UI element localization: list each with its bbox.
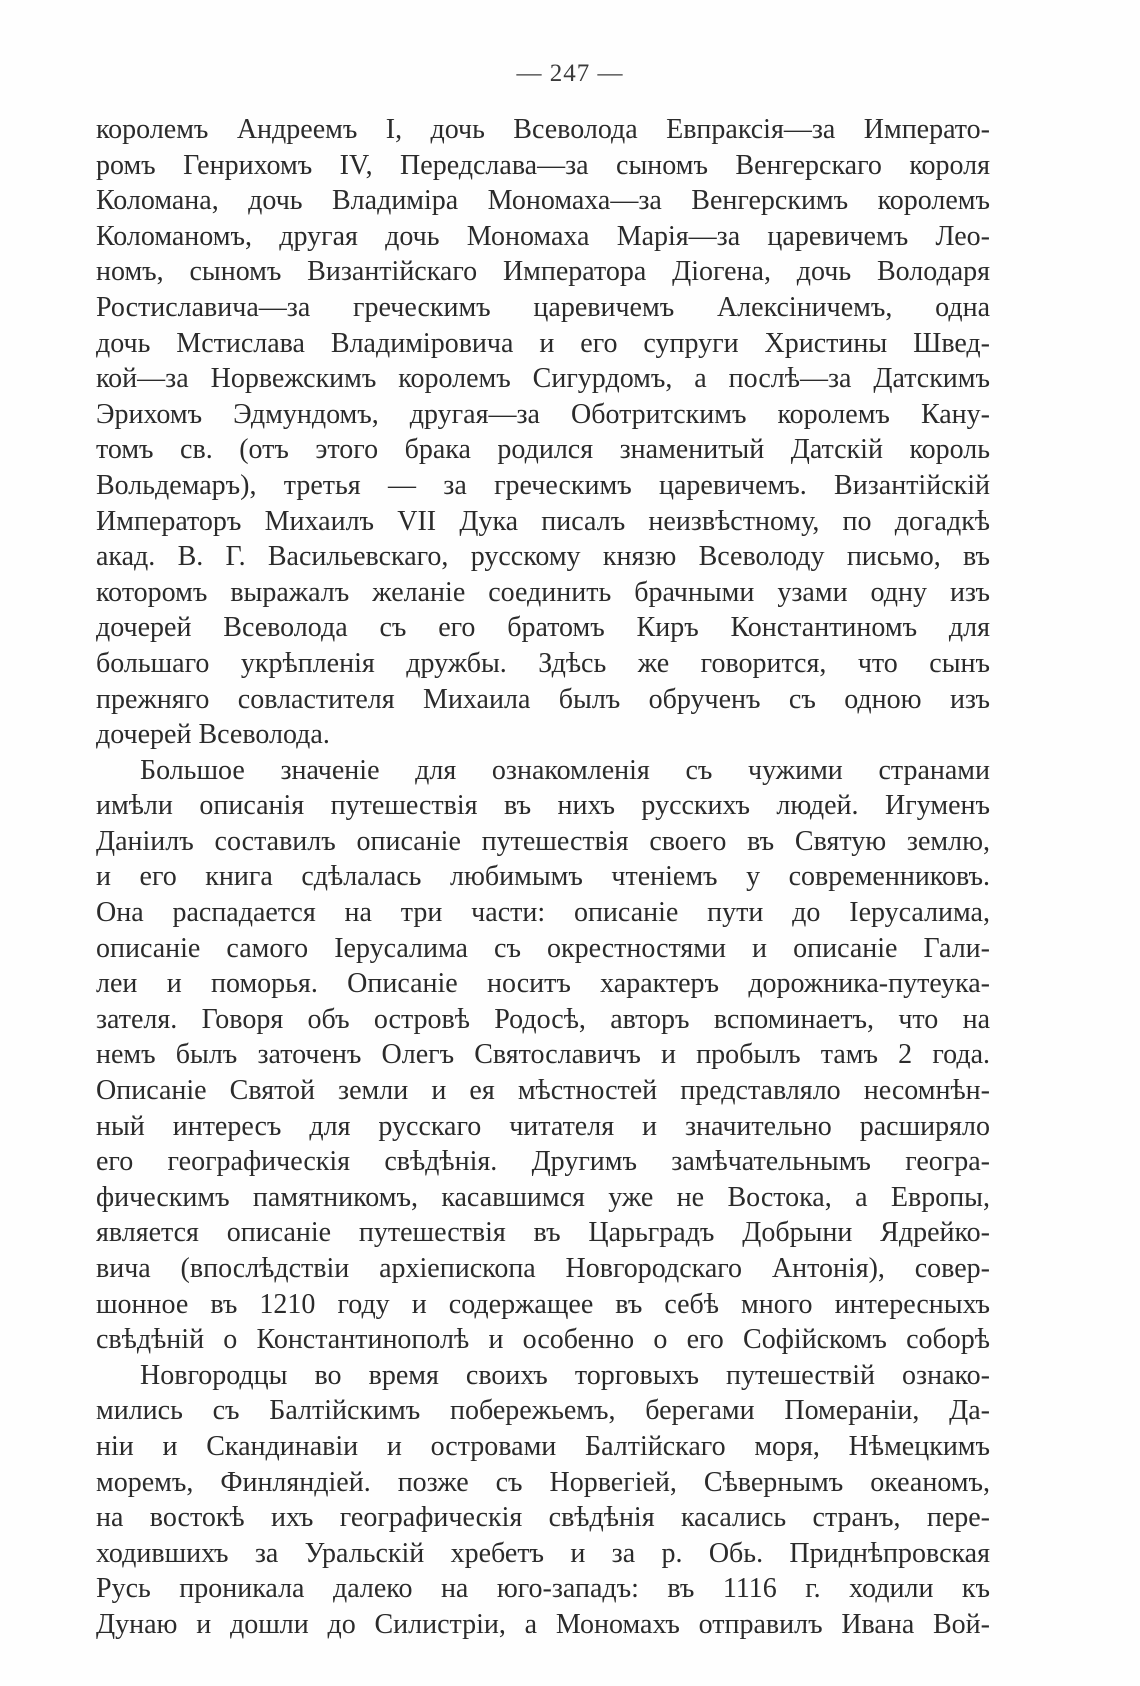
text-line: дочерей Всеволода. [96, 719, 330, 751]
text-line: ходившихъ за Уральскій хребетъ и за р. Обь. Приднѣпровская [96, 1537, 990, 1569]
text-line: большаго укрѣпленія дружбы. Здѣсь же говорится, что сынъ [96, 647, 990, 679]
text-line: Коломаномъ, другая дочь Мономаха Марія—за царевичемъ Лео- [96, 220, 990, 252]
page-number: — 247 — [516, 60, 624, 87]
text-line: немъ былъ заточенъ Олегъ Святославичъ и пробылъ тамъ 2 года. [96, 1039, 990, 1071]
text-line: Дунаю и дошли до Силистріи, а Мономахъ отправилъ Ивана Вой- [96, 1608, 990, 1640]
text-line: дочерей Всеволода съ его братомъ Киръ Константиномъ для [96, 612, 990, 644]
text-line: ный интересъ для русскаго читателя и значительно расширяло [96, 1110, 990, 1142]
text-line: вича (впослѣдствіи архіепископа Новгородскаго Антонія), совер- [96, 1253, 990, 1284]
text-line: описаніе самого Іерусалима съ окрестностями и описаніе Гали- [96, 932, 990, 964]
body-text [96, 112, 990, 1643]
text-line: королемъ Андреемъ I, дочь Всеволода Евпраксія—за Императо- [96, 114, 990, 145]
paragraph-start-line: Новгородцы во время своихъ торговыхъ путешествій ознако- [140, 1359, 990, 1391]
text-line: томъ св. (отъ этого брака родился знаменитый Датскій король [96, 434, 990, 466]
text-line: Ростиславича—за греческимъ царевичемъ Алексіничемъ, одна [96, 291, 990, 323]
text-line: зателя. Говоря объ островѣ Родосѣ, авторъ вспоминаетъ, что на [96, 1003, 990, 1035]
text-line: Эрихомъ Эдмундомъ, другая—за Оботритскимъ королемъ Кану- [96, 398, 990, 430]
text-line: которомъ выражалъ желаніе соединить брачными узами одну изъ [96, 576, 990, 608]
text-line: мились съ Балтійскимъ побережьемъ, берегами Помераніи, Да- [96, 1395, 990, 1427]
text-line: леи и поморья. Описаніе носитъ характеръ дорожника-путеука- [96, 968, 990, 1000]
text-line: Русь проникала далеко на юго-западъ: въ 1116 г. ходили къ [96, 1573, 990, 1605]
text-line: дочь Мстислава Владиміровича и его супруги Христины Швед- [96, 327, 990, 359]
text-line: акад. В. Г. Васильевскаго, русскому князю Всеволоду письмо, въ [96, 541, 990, 573]
text-line: свѣдѣній о Константинополѣ и особенно о его Софійскомъ соборѣ [96, 1324, 990, 1356]
text-line: шонное въ 1210 году и содержащее въ себѣ много интересныхъ [96, 1288, 990, 1320]
text-line: Коломана, дочь Владиміра Мономаха—за Венгерскимъ королемъ [96, 185, 990, 217]
text-line: Императоръ Михаилъ VII Дука писалъ неизвѣстному, по догадкѣ [96, 505, 990, 537]
text-line: на востокѣ ихъ географическія свѣдѣнія касались странъ, пере- [96, 1502, 990, 1534]
text-line: ромъ Генрихомъ IV, Передслава—за сыномъ Венгерскаго короля [96, 149, 990, 181]
text-line: Даніилъ составилъ описаніе путешествія своего въ Святую землю, [96, 825, 990, 857]
text-line: имѣли описанія путешествія въ нихъ русскихъ людей. Игуменъ [96, 790, 990, 822]
text-line: моремъ, Финляндіей. позже съ Норвегіей, Сѣвернымъ океаномъ, [96, 1466, 990, 1498]
text-line: кой—за Норвежскимъ королемъ Сигурдомъ, а послѣ—за Датскимъ [96, 363, 990, 395]
text-line: и его книга сдѣлалась любимымъ чтеніемъ у современниковъ. [96, 861, 990, 893]
text-line: номъ, сыномъ Византійскаго Императора Діогена, дочь Володаря [96, 256, 990, 288]
text-line: ніи и Скандинавіи и островами Балтійскаго моря, Нѣмецкимъ [96, 1430, 990, 1462]
text-line: его географическія свѣдѣнія. Другимъ замѣчательнымъ геогра- [96, 1146, 990, 1178]
paragraph-start-line: Большое значеніе для ознакомленія съ чужими странами [140, 754, 990, 786]
text-line: является описаніе путешествія въ Царьградъ Добрыни Ядрейко- [96, 1217, 990, 1249]
text-line: Описаніе Святой земли и ея мѣстностей представляло несомнѣн- [96, 1075, 990, 1107]
text-line: Она распадается на три части: описаніе пути до Іерусалима, [96, 897, 990, 929]
text-line: прежняго совластителя Михаила былъ обрученъ съ одною изъ [96, 683, 990, 715]
text-line: фическимъ памятникомъ, касавшимся уже не Востока, а Европы, [96, 1181, 990, 1213]
text-line: Вольдемаръ), третья — за греческимъ царевичемъ. Византійскій [96, 469, 990, 501]
